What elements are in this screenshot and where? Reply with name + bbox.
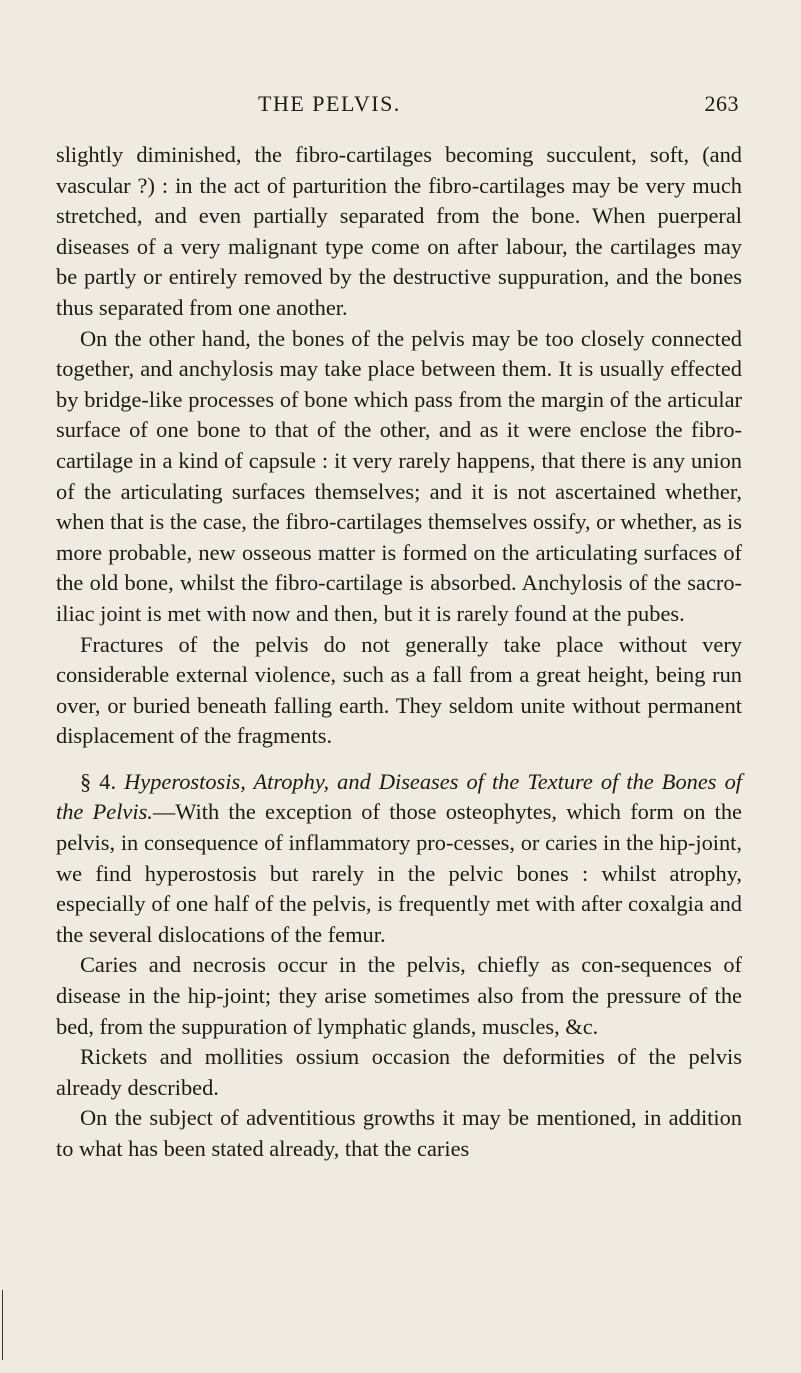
page-edge-line (2, 1290, 3, 1360)
paragraph-continuation: slightly diminished, the fibro-cartilages becoming succulent, soft, (and vascular ?) : in the act of parturition the fibro-cartilages may be very much stretched, and even partially separated from the bone. When puerperal diseases of a very malignant type come on after labour, the cartilages may be partly or entirely removed by the destructive suppuration, and the bones thus separated from one another. (56, 142, 742, 320)
paragraph-fractures: Fractures of the pelvis do not generally take place without very considerable external violence, such as a fall from a great height, being run over, or buried beneath falling earth. They seldom unite without permanent displacement of the fragments. (56, 631, 742, 749)
paragraph-adventitious-growths: On the subject of adventitious growths it may be mentioned, in addition to what has been stated already, that the caries (56, 1105, 742, 1161)
section-number: § 4. (80, 768, 117, 794)
paragraph-caries: Caries and necrosis occur in the pelvis, chiefly as con-sequences of disease in the hip-joint; they arise sometimes also from the pressure of the bed, from the suppuration of lymphatic glands, muscles, &c. (56, 952, 742, 1039)
paragraph-anchylosis: On the other hand, the bones of the pelvis may be too closely connected together, and anchylosis may take place between them. It is usually effected by bridge-like processes of bone which pass from the margin of the articular surface of one bone to that of the other, and as it were enclose the fibro-cartilage in a kind of capsule : it very rarely happens, that there is any union of the articulating surfaces themselves; and it is not ascertained whether, when that is the case, the fibro-cartilages themselves ossify, or whether, as is more probable, new osseous matter is formed on the articulating surfaces of the old bone, whilst the fibro-cartilage is absorbed. Anchylosis of the sacro-iliac joint is met with now and then, but it is rarely found at the pubes. (56, 325, 742, 626)
page-number: 263 (704, 91, 739, 116)
body-text (56, 140, 742, 1165)
section-4-text: —With the exception of those osteophytes, which form on the pelvis, in consequence of inflammatory pro-cesses, or caries in the hip-joint, we find hyperostosis but rarely in the pelvic bones : whilst atrophy, especially of one half of the pelvis, is frequently met with after coxalgia and the several dislocations of the femur. (56, 799, 742, 947)
section-heading: Hyperostosis, Atrophy, and Diseases of the Texture of the Bones of the Pelvis. (56, 768, 742, 825)
section-4-paragraph (56, 767, 742, 951)
paragraph-rickets: Rickets and mollities ossium occasion the deformities of the pelvis already described. (56, 1044, 742, 1100)
running-title: THE PELVIS. (258, 91, 401, 116)
